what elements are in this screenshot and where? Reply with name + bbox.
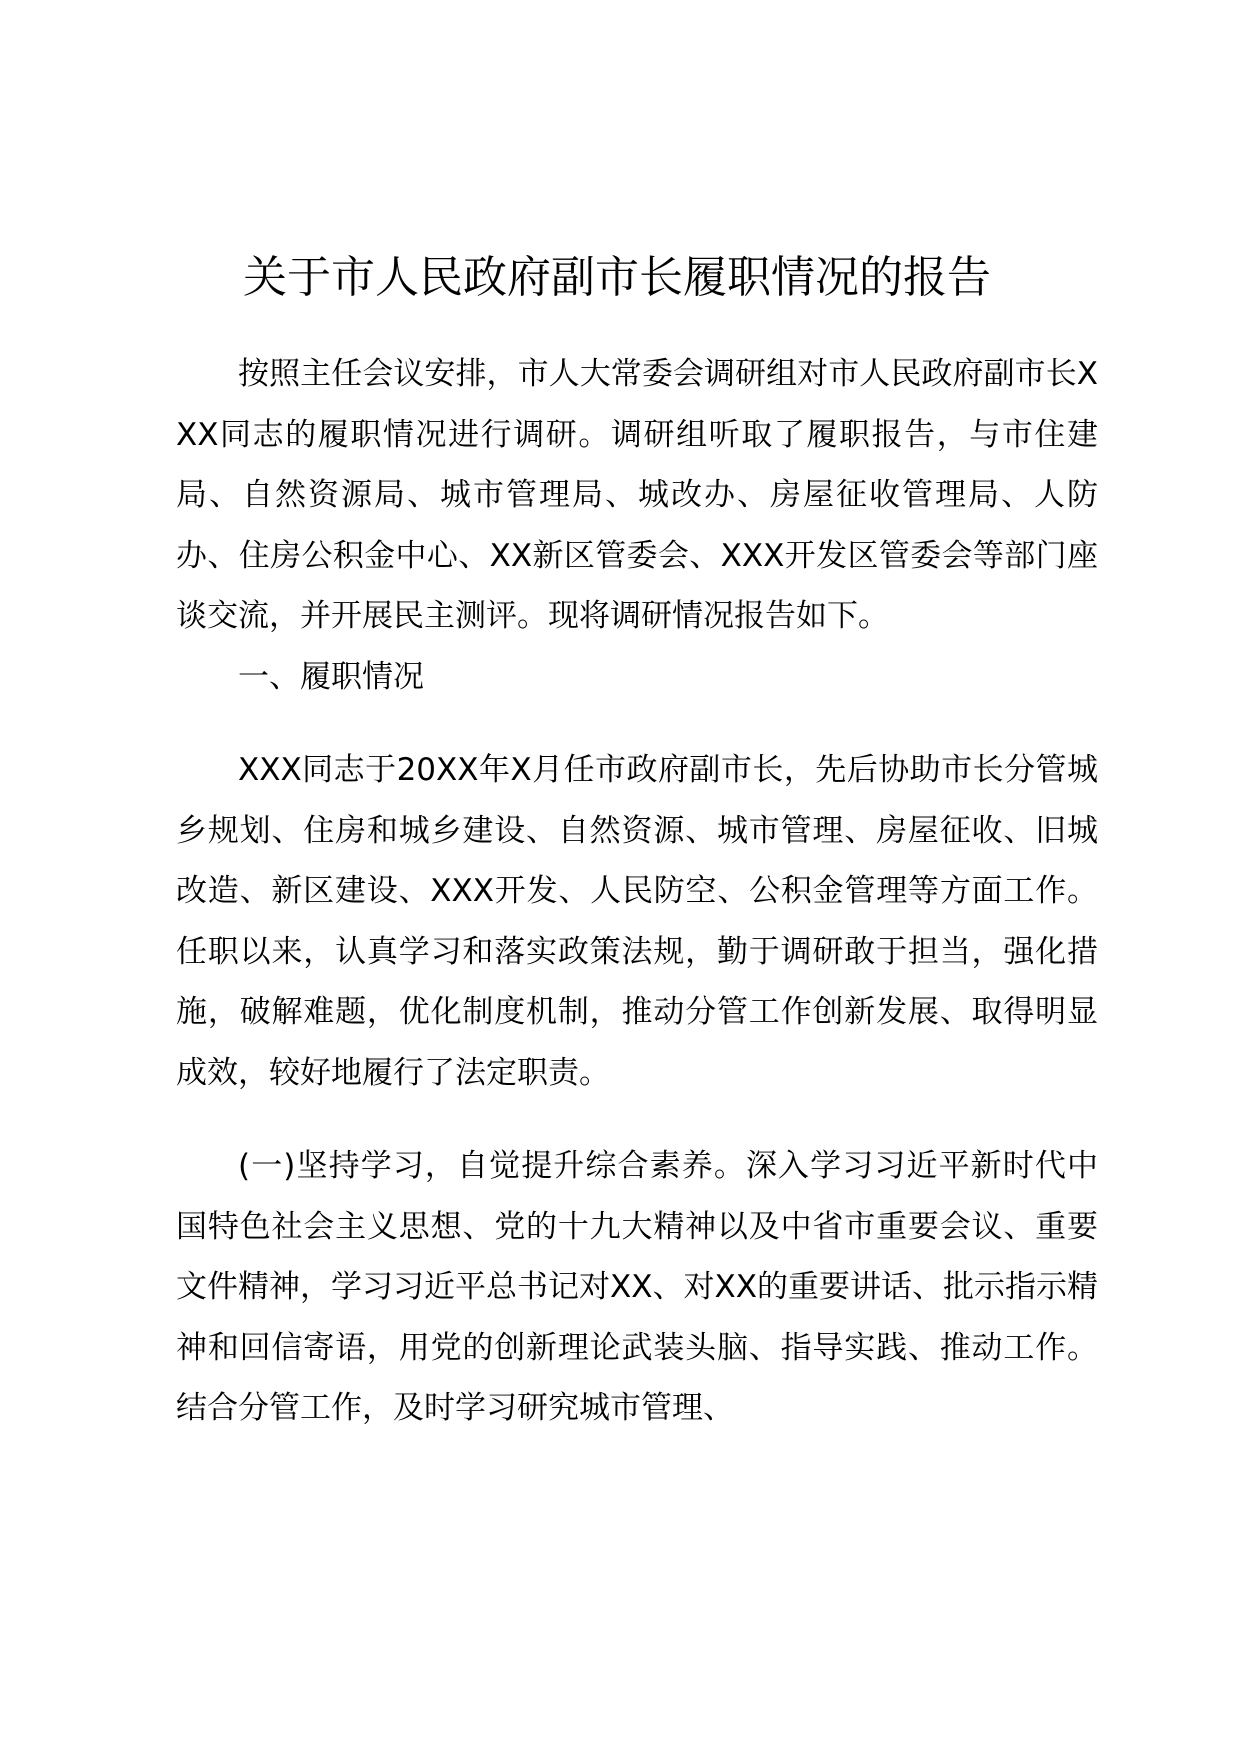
section-1-paragraph-2: (一)坚持学习，自觉提升综合素养。深入学习习近平新时代中国特色社会主义思想、党的十九大精神以及中省市重要会议、重要文件精神，学习习近平总书记对XX、对XX的重要讲话、批示指示精神和回信寄语，用党的创新理论武装头脑、指导实践、推动工作。结合分管工作，及时学习研究城市管理、: [176, 1148, 1098, 1426]
section-1-paragraph-1: XXX同志于20XX年X月任市政府副市长，先后协助市长分管城乡规划、住房和城乡建设、自然资源、城市管理、房屋征收、旧城改造、新区建设、XXX开发、人民防空、公积金管理等方面工作。任职以来，认真学习和落实政策法规，勤于调研敢于担当，强化措施，破解难题，优化制度机制，推动分管工作创新发展、取得明显成效，较好地履行了法定职责。: [176, 752, 1098, 1091]
document-body: [176, 344, 1098, 1439]
document-title: 关于市人民政府副市长履职情况的报告: [243, 252, 991, 303]
intro-paragraph: 按照主任会议安排，市人大常委会调研组对市人民政府副市长XXX同志的履职情况进行调研。调研组听取了履职报告，与市住建局、自然资源局、城市管理局、城改办、房屋征收管理局、人防办、住房公积金中心、XX新区管委会、XXX开发区管委会等部门座谈交流，并开展民主测评。现将调研情况报告如下。: [176, 356, 1098, 634]
section-heading-1: 一、履职情况: [238, 658, 424, 695]
